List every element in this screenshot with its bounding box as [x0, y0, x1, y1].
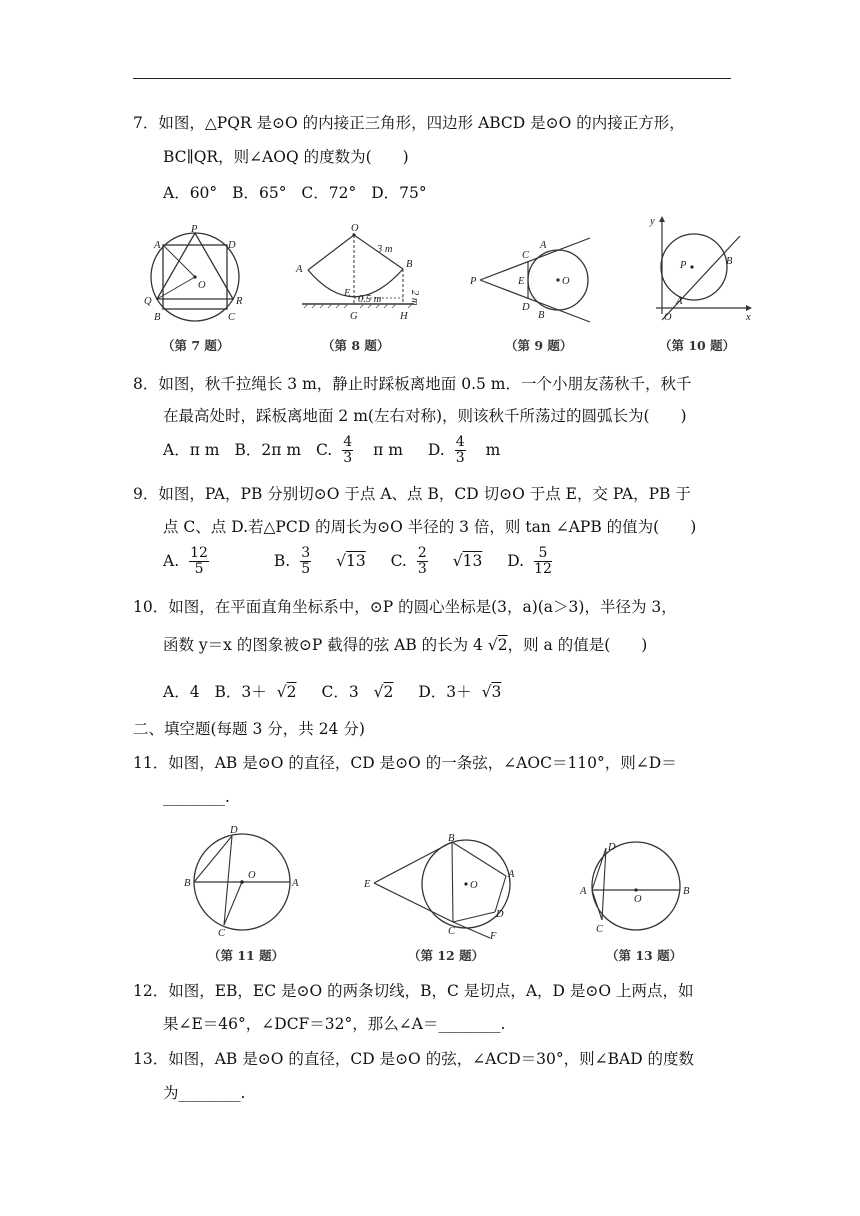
fig8-height-label: 2 m — [409, 290, 420, 306]
q10-options — [163, 680, 521, 702]
svg-text:E: E — [364, 879, 371, 890]
svg-text:O: O — [664, 312, 672, 323]
svg-text:B: B — [154, 312, 161, 323]
svg-text:D: D — [522, 302, 530, 313]
q12-text-line2: 果∠E＝46°，∠DCF＝32°，那么∠A＝________. — [163, 1015, 506, 1033]
q10-option-b[interactable]: B．3＋ √2 — [214, 683, 297, 701]
svg-text:O: O — [351, 223, 359, 234]
svg-text:C: C — [448, 926, 456, 937]
caption-fig9: （第 9 题） — [505, 338, 573, 353]
svg-text:A: A — [154, 240, 161, 251]
q9-option-a[interactable]: A. $\frac{12}{5}$ — [163, 545, 208, 577]
q13-text-line1: 13．如图，AB 是⊙O 的直径，CD 是⊙O 的弦，∠ACD＝30°，则∠BAD 的度数 — [133, 1050, 695, 1068]
caption-fig11: （第 11 题） — [208, 948, 285, 963]
q8-option-b[interactable]: B．2π m — [234, 440, 302, 459]
q13-text-line2: 为________. — [163, 1084, 246, 1102]
q10-option-c[interactable]: C．3 √2 — [321, 683, 394, 701]
q7-option-a[interactable]: A．60° — [163, 184, 218, 202]
svg-text:O: O — [562, 276, 570, 287]
q11-text-line1: 11．如图，AB 是⊙O 的直径，CD 是⊙O 的一条弦，∠AOC＝110°，则∠D＝ — [133, 754, 677, 772]
figure-9 — [462, 228, 602, 326]
svg-text:O: O — [248, 870, 256, 881]
svg-text:A: A — [292, 878, 299, 889]
svg-text:H: H — [400, 311, 408, 322]
q9-option-c[interactable]: C. $\frac{2}{3}$ √13 — [390, 545, 483, 577]
svg-text:A: A — [540, 240, 547, 251]
q7-option-b[interactable]: B．65° — [232, 184, 287, 202]
q10-option-d[interactable]: D．3＋ √3 — [418, 683, 502, 701]
header-rule — [133, 78, 731, 79]
q9-text-line1: 9．如图，PA，PB 分别切⊙O 于点 A、点 B，CD 切⊙O 于点 E，交 PA，PB 于 — [133, 485, 691, 503]
fig8-rope-label: 3 m — [377, 244, 393, 255]
svg-text:F: F — [490, 931, 497, 942]
svg-text:D: D — [608, 842, 616, 853]
section-heading-fill-in: 二、填空题(每题 3 分，共 24 分) — [133, 720, 365, 738]
svg-text:C: C — [228, 312, 236, 323]
svg-text:O: O — [634, 894, 642, 905]
q7-text-line1: 7．如图，△PQR 是⊙O 的内接正三角形，四边形 ABCD 是⊙O 的内接正方形， — [133, 114, 685, 132]
figure-13 — [576, 830, 696, 942]
caption-fig13: （第 13 题） — [606, 948, 683, 963]
svg-text:B: B — [448, 833, 455, 844]
svg-text:B: B — [726, 256, 733, 267]
q9-text-line2: 点 C、点 D.若△PCD 的周长为⊙O 半径的 3 倍，则 tan ∠APB 的值为( ) — [163, 518, 697, 536]
svg-text:B: B — [406, 259, 413, 270]
q8-text-line1: 8．如图，秋千拉绳长 3 m，静止时踩板离地面 0.5 m．一个小朋友荡秋千，秋千 — [133, 375, 692, 393]
q8-option-d-suffix: m — [485, 440, 501, 459]
q8-option-d-prefix: D. — [427, 440, 445, 459]
svg-text:B: B — [683, 886, 690, 897]
caption-fig12: （第 12 题） — [408, 948, 485, 963]
figure-12 — [360, 832, 530, 944]
svg-text:y: y — [650, 216, 655, 227]
svg-text:D: D — [230, 825, 238, 836]
q11-text-line2: ________. — [163, 788, 230, 806]
svg-text:P: P — [191, 224, 198, 235]
q9-option-d[interactable]: D. $\frac{5}{12}$ — [507, 545, 552, 577]
svg-text:Q: Q — [144, 296, 152, 307]
fig8-low-label: 0.5 m — [358, 294, 382, 305]
svg-text:A: A — [508, 869, 515, 880]
q8-option-c-suffix: π m — [373, 440, 403, 459]
q8-option-d[interactable] — [427, 434, 510, 466]
svg-text:O: O — [470, 880, 478, 891]
q10-text-line2: 函数 y＝x 的图象被⊙P 截得的弦 AB 的长为 4 √2，则 a 的值是( ) — [163, 636, 648, 654]
svg-text:R: R — [236, 296, 243, 307]
q8-options — [163, 435, 520, 466]
q8-option-c-fraction: $\frac{4}{3}$ — [343, 434, 353, 466]
svg-text:G: G — [350, 311, 358, 322]
svg-text:D: D — [496, 909, 504, 920]
q8-option-d-fraction: $\frac{4}{3}$ — [455, 434, 465, 466]
q7-options — [163, 181, 437, 203]
figure-10 — [646, 212, 756, 324]
q9-options — [163, 546, 582, 577]
q8-option-a[interactable]: A．π m — [163, 440, 220, 459]
svg-text:A: A — [580, 886, 587, 897]
svg-text:C: C — [218, 928, 226, 938]
caption-fig10: （第 10 题） — [659, 338, 736, 353]
svg-text:E: E — [344, 288, 351, 299]
q7-option-c[interactable]: C．72° — [301, 184, 357, 202]
figure-11 — [182, 820, 302, 938]
q7-text-line2: BC∥QR，则∠AOQ 的度数为( ) — [163, 148, 409, 166]
svg-text:D: D — [228, 240, 236, 251]
q10-text-line1: 10．如图，在平面直角坐标系中，⊙P 的圆心坐标是(3，a)(a＞3)，半径为 3， — [133, 598, 677, 616]
svg-text:B: B — [538, 310, 545, 321]
q10-option-a[interactable]: A．4 — [163, 683, 200, 701]
caption-fig7: （第 7 题） — [162, 338, 230, 353]
caption-fig8: （第 8 题） — [322, 338, 390, 353]
svg-text:E: E — [518, 276, 525, 287]
svg-text:B: B — [184, 878, 191, 889]
svg-text:A: A — [296, 264, 303, 275]
svg-text:A: A — [676, 296, 683, 307]
q7-option-d[interactable]: D．75° — [371, 184, 427, 202]
svg-text:C: C — [596, 924, 604, 935]
svg-text:x: x — [746, 312, 751, 323]
q8-option-c-prefix: C. — [315, 440, 333, 459]
svg-text:P: P — [470, 276, 477, 287]
figure-8 — [288, 222, 428, 328]
q9-option-b[interactable]: B. $\frac{3}{5}$ √13 — [273, 545, 366, 577]
svg-text:C: C — [522, 250, 530, 261]
figure-7 — [140, 222, 250, 328]
svg-text:O: O — [198, 280, 206, 291]
q12-text-line1: 12．如图，EB，EC 是⊙O 的两条切线，B，C 是切点，A，D 是⊙O 上两点，如 — [133, 982, 694, 1000]
svg-text:P: P — [680, 260, 687, 271]
q8-option-c[interactable] — [315, 434, 413, 466]
q8-text-line2: 在最高处时，踩板离地面 2 m(左右对称)，则该秋千所荡过的圆弧长为( ) — [163, 407, 687, 425]
